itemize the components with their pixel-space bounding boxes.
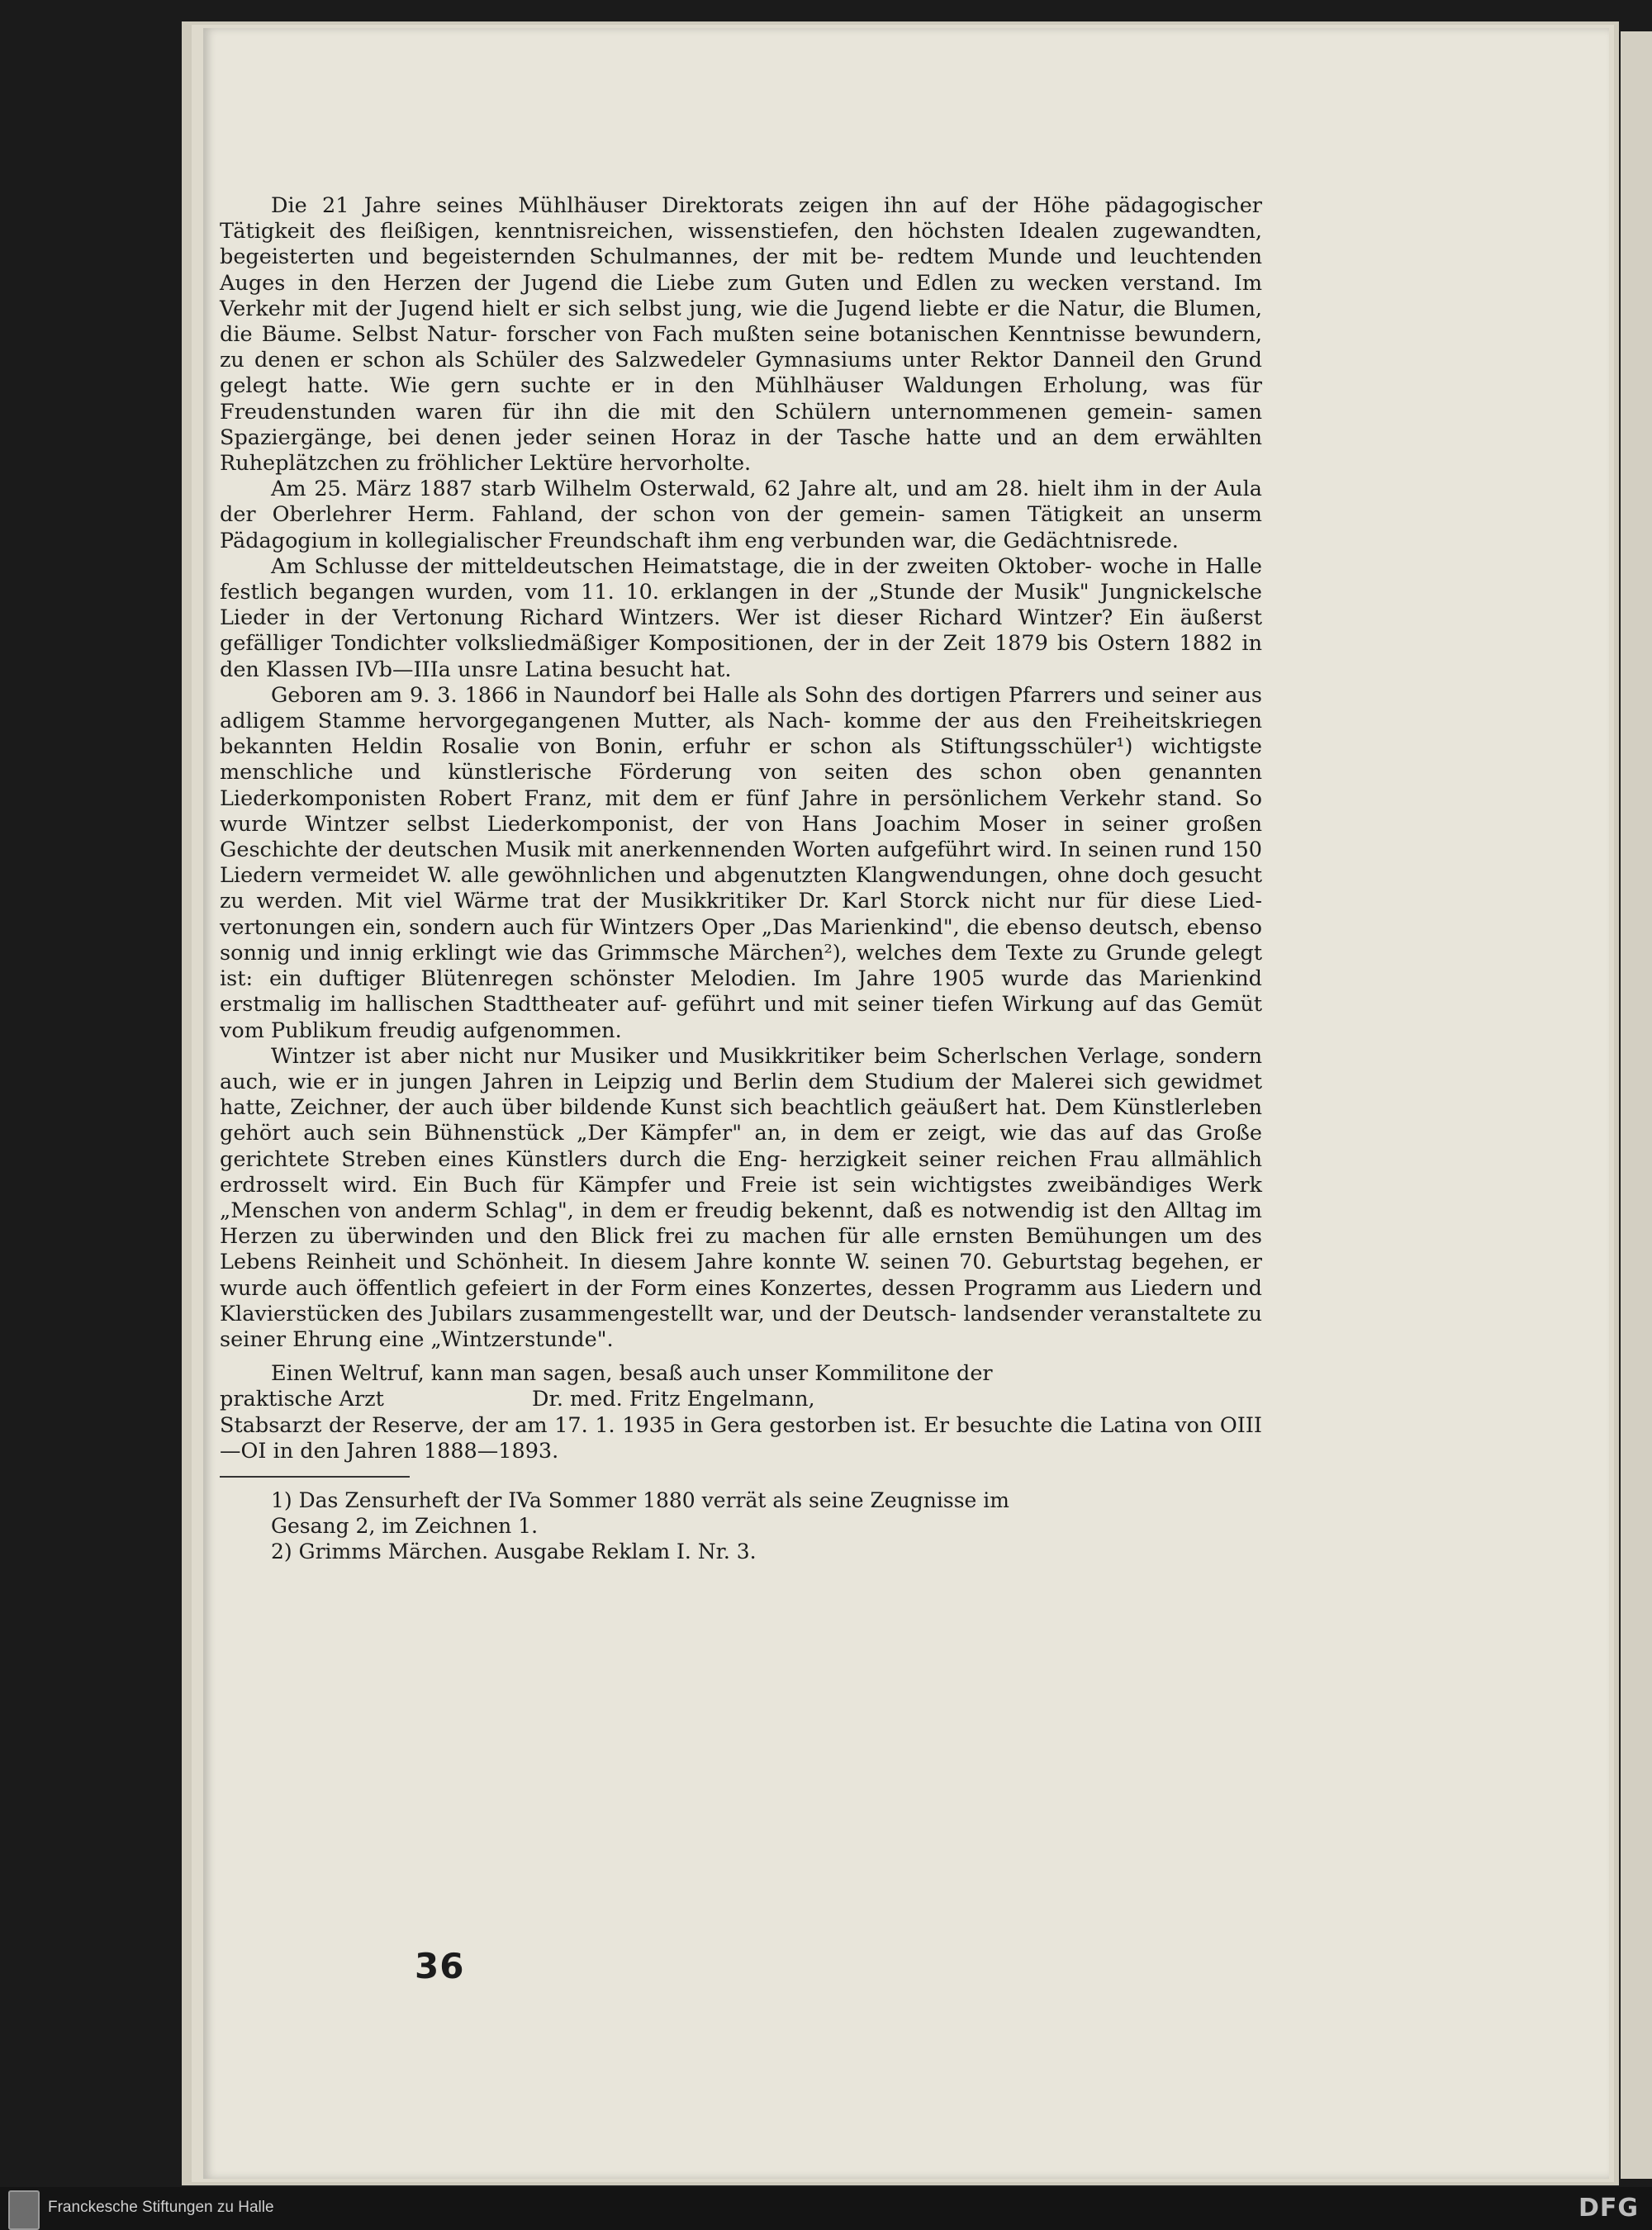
page-number: 36: [415, 1946, 465, 1986]
profession-label: praktische Arzt: [220, 1387, 384, 1412]
footnote-divider: [220, 1476, 410, 1478]
institution-logo-icon: [8, 2190, 40, 2230]
footnote-1-cont: Gesang 2, im Zeichnen 1.: [271, 1513, 539, 1538]
footnote-2: 2) Grimms Märchen. Ausgabe Reklam I. Nr. 3.: [271, 1539, 757, 1563]
paragraph-1: Die 21 Jahre seines Mühlhäuser Direktorats zeigen ihn auf der Höhe pädagogischer Tätigkeit des fleißigen, kenntnisreichen, wissenstiefen, den höchsten Idealen zugewandten, begeisterten und begeisternden Schulmannes, der mit be- redtem Munde und leuchtenden Auges in den Herzen der Jugend die Liebe zum Guten und Edlen zu wecken verstand. Im Verkehr mit der Jugend hielt er sich selbst jung, wie die Jugend liebte er die Natur, die Blumen, die Bäume. Selbst Natur- forscher von Fach mußten seine botanischen Kenntnisse bewundern, zu denen er schon als Schüler des Salzwedeler Gymnasiums unter Rektor Danneil den Grund gelegt hatte. Wie gern suchte er in den Mühlhäuser Waldungen Erholung, was für Freudenstunden waren für ihn die mit den Schülern unternommenen gemein- samen Spaziergänge, bei denen jeder seinen Horaz in der Tasche hatte und an dem erwählten Ruheplätzchen zu fröhlicher Lektüre hervorholte.: [220, 193, 1262, 477]
final-paragraph-rest: Stabsarzt der Reserve, der am 17. 1. 1935 in Gera gestorben ist. Er besuchte die Latina von OIII—OI in den Jahren 1888—1893.: [220, 1412, 1262, 1464]
page-text: [220, 193, 1262, 1564]
person-name: Dr. med. Fritz Engelmann,: [532, 1387, 815, 1412]
final-paragraph-line1: Einen Weltruf, kann man sagen, besaß auch unser Kommilitone der: [271, 1361, 993, 1387]
paragraph-3: Am Schlusse der mitteldeutschen Heimatstage, die in der zweiten Oktober- woche in Halle festlich begangen wurden, vom 11. 10. erklangen in der „Stunde der Musik" Jungnickelsche Lieder in der Vertonung Richard Wintzers. Wer ist dieser Richard Wintzer? Ein äußerst gefälliger Tondichter volksliedmäßiger Kompositionen, der in der Zeit 1879 bis Ostern 1882 in den Klassen IVb—IIIa unsre Latina besucht hat.: [220, 553, 1262, 682]
footnote-1: 1) Das Zensurheft der IVa Sommer 1880 verrät als seine Zeugnisse im: [271, 1487, 1009, 1512]
signature-line: [220, 1387, 1262, 1412]
institution-name: Franckesche Stiftungen zu Halle: [48, 2199, 274, 2216]
paragraph-4: Geboren am 9. 3. 1866 in Naundorf bei Halle als Sohn des dortigen Pfarrers und seiner aus adligem Stamme hervorgegangenen Mutter, als Nach- komme der aus den Freiheitskriegen bekannten Heldin Rosalie von Bonin, erfuhr er schon als Stiftungsschüler¹) wichtigste menschliche und künstlerische Förderung von seiten des schon oben genannten Liederkomponisten Robert Franz, mit dem er fünf Jahre in persönlichem Verkehr stand. So wurde Wintzer selbst Liederkomponist, der von Hans Joachim Moser in seiner großen Geschichte der deutschen Musik mit anerkennenden Worten aufgeführt wird. In seinen rund 150 Liedern vermeidet W. alle gewöhnlichen und abgenutzten Klangwendungen, ohne doch gesucht zu werden. Mit viel Wärme trat der Musikkritiker Dr. Karl Storck nicht nur für diese Lied- vertonungen ein, sondern auch für Wintzers Oper „Das Marienkind", die ebenso deutsch, ebenso sonnig und innig erklingt wie das Grimmsche Märchen²), welches dem Texte zu Grunde gelegt ist: ein duftiger Blütenregen schönster Melodien. Im Jahre 1905 wurde das Marienkind erstmalig im hallischen Stadttheater auf- geführt und mit seiner tiefen Wirkung auf das Gemüt vom Publikum freudig aufgenommen.: [220, 682, 1262, 1043]
dfg-logo: DFG: [1578, 2194, 1639, 2223]
paragraph-5: Wintzer ist aber nicht nur Musiker und Musikkritiker beim Scherlschen Verlage, sondern auch, wie er in jungen Jahren in Leipzig und Berlin dem Studium der Malerei sich gewidmet hatte, Zeichner, der auch über bildende Kunst sich beachtlich geäußert hat. Dem Künstlerleben gehört auch sein Bühnenstück „Der Kämpfer" an, in dem er zeigt, wie das auf das Große gerichtete Streben eines Künstlers durch die Eng- herzigkeit seiner reichen Frau allmählich erdrosselt wird. Ein Buch für Kämpfer und Freie ist sein wichtigstes zweibändiges Werk „Menschen von anderm Schlag", in dem er freudig bekennt, daß es notwendig ist den Alltag im Herzen zu überwinden und den Blick frei zu machen für alle ernsten Bemühungen um des Lebens Reinheit und Schönheit. In diesem Jahre konnte W. seinen 70. Geburtstag begehen, er wurde auch öffentlich gefeiert in der Form eines Konzertes, dessen Programm aus Liedern und Klavierstücken des Jubilars zusammengestellt war, und der Deutsch- landsender veranstaltete zu seiner Ehrung eine „Wintzerstunde".: [220, 1043, 1262, 1352]
facing-page-edge: [1621, 31, 1652, 2179]
paragraph-2: Am 25. März 1887 starb Wilhelm Osterwald, 62 Jahre alt, und am 28. hielt ihm in der Aula der Oberlehrer Herm. Fahland, der schon von der gemein- samen Tätigkeit an unserm Pädagogium in kollegialischer Freundschaft ihm eng verbunden war, die Gedächtnisrede.: [220, 477, 1262, 553]
